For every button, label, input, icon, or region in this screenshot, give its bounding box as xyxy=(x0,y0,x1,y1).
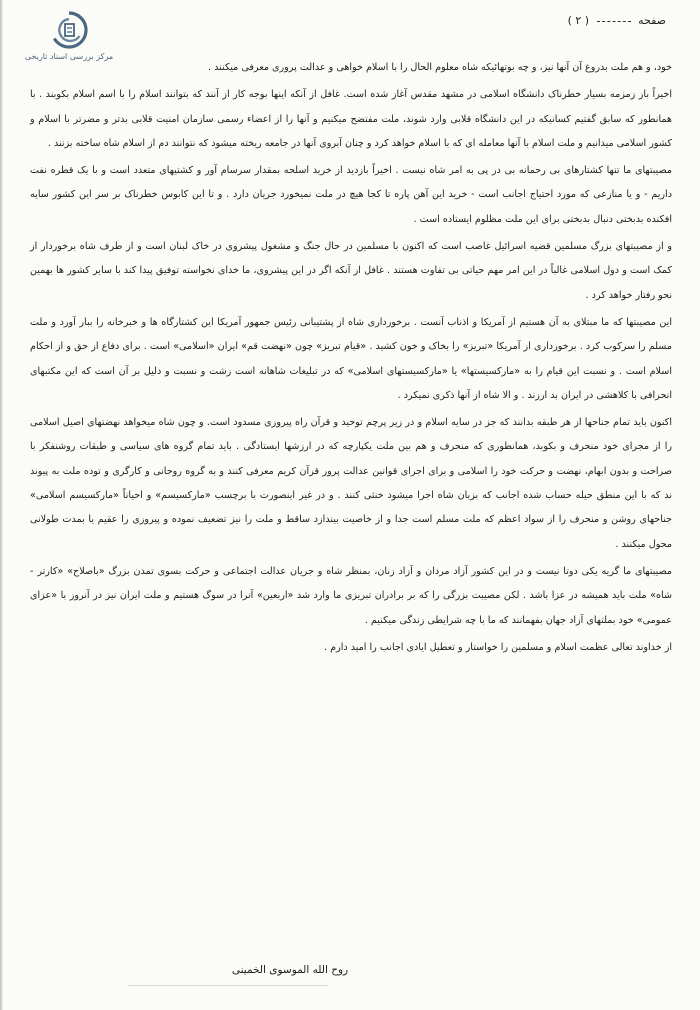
paragraph: اکنون باید تمام جناحها از هر طبقه بدانند که جز در سایه اسلام و در زیر پرچم توحید و قرآن راه پیروزی مسدود است. و چون شاه میخواهد نهضتهای اصیل اسلامی را از مجرای خود منحرف و بکوبد، همانطوری که منحرف و هم بین ملت یکپارچه که در ارزشها ایستادگی . باید تمام گروه های سیاسی و طبقات روشنفکر با صراحت و بدون ابهام، نهضت و حرکت خود را اسلامی و برای اجرای قوانین عدالت پرور قرآن کریم معرفی کنند و به گروه روحانی و کارگری و توده ملت به پیوند ند که با این منطق حیله حساب شده اجانب که بزبان شاه اجرا میشود خنثی کنند . و در غیر اینصورت با برچسب «مارکسیسم» و احیاناً «مارکسیسم اسلامی» جناحهای روشن و منحرف را از سواد اعظم که ملت مسلم است جدا و از خاصیت بیندازد ساقط و ملت را نیز تضعیف نموده و پیروزی را عقیم یا بمدت طولانی محول میکنند . xyxy=(30,417,672,550)
page-header-label: صفحه xyxy=(638,14,666,27)
paragraph: از خداوند تعالی عظمت اسلام و مسلمین را خواستار و تعطیل ایادی اجانب را امید دارم . xyxy=(324,641,672,653)
paragraph: این مصیبتها که ما مبتلای به آن هستیم از آمریکا و اذناب آنست . برخورداری شاه از پشتیبانی رئیس جمهور آمریکا این کشتارگاه ها و خبرخانه را ببار آورد و ملت مسلم را سرکوب کرد . برخورداری از آمریکا «تبریز» را بخاک و خون کشید . «قیام تبریز» چون «نهضت قم» ایران «اسلامی» است . برای دفاع از حق و از احکام اسلام است . و نسبت این قیام را به «مارکسیستها» یا «مارکسیستهای اسلامی» که در تبلیغات شاهانه است زشت و نسبت و دلیل بر آن است که این مکتبهای انحرافی با کلاهشی در ایران بد ارزند . و الا شاه از آنها ذکری نمیکرد . xyxy=(30,316,672,401)
header-dash xyxy=(597,21,631,22)
paragraph: مصیبتهای ما گریه یکی دوتا نیست و در این کشور آزاد مردان و آزاد زنان، بمنظر شاه و جریان عدالت اجتماعی و حرکت بسوی تمدن بزرگ «باصلاح» «کارتر - شاه» ملت باید همیشه در عزا باشد . لکن مصیبت بزرگی را که بر برادران تبریزی ما وارد شد «اربعین» آنرا در سوگ هستیم و ملت ایران نیز در آنروز با «عزای عمومی» خود بملتهای آزاد جهان بفهمانند که ما با چه شرایطی زندگی میکنیم . xyxy=(30,565,672,626)
paragraph: خود، و هم ملت بدروغ آن آنها نیز، و چه بوتهائیکه شاه معلوم الحال را با اسلام خواهی و عدالت پروری معرفی میکنند . xyxy=(208,62,672,73)
paragraph: مصیبتهای ما تنها کشتارهای بی رحمانه بی در پی به امر شاه نیست . اخیراً بازدید از خرید اسلحه بمقدار سرسام آور و کشتیهای متعدد است و با یک قطره نفت داریم - و یا منازعی که مورد احتیاج اجانب است - خرید این آهن پاره تا کجا هیچ در ملت نمیخورد جریان دارد . و تا این کابوس خطرناک بر سر این کشور سایه افکنده بدبختی دنبال بدبختی برای این ملت مظلوم ایستاده است . xyxy=(30,165,672,225)
paragraph: اخیراً باز زمزمه بسیار خطرناک دانشگاه اسلامی در مشهد مقدس آغاز شده است. غافل از آنکه اینها بوجه کار از آنند که بتوانند اسلام را با اسم اسلام بکوبند . با همانطور که سابق گفتیم کسانیکه در این دانشگاه قلابی وارد شوند، ملت مفتضح میکنیم و آنها را از اعضاء رسمی سازمان امنیت قلابی بدتر و مضرتر با اسلام و کشور اسلامی میدانیم و ملت اسلام با آنها معامله ای که با اسلام خواهد کرد و چنان آبروی آنها در جامعه ریخته میشود که نتوانند دم از اسلام شاه ساخته بزنند . xyxy=(30,89,672,149)
signature: روح الله الموسوی الخمینی xyxy=(231,964,349,976)
letter-body xyxy=(30,56,672,660)
archive-logo-icon xyxy=(46,10,92,50)
archive-logo-caption: مرکز بررسی اسناد تاریخی xyxy=(24,52,114,61)
page-number: ( ۲ ) xyxy=(567,14,590,27)
paragraph: و از مصیبتهای بزرگ مسلمین قضیه اسرائیل غاصب است که اکنون با مسلمین در حال جنگ و مشغول پیشروی در خاک لبنان است و از طرف شاه برخوردار از کمک است و دول اسلامی غالباً در این امر مهم حیاتی بی تفاوت هستند . غافل از آنکه اگر در این پیشروی، ما خدای نخواسته توفیق پیدا کند با سایر کشور ها بهمین نحو رفتار خواهد کرد . xyxy=(30,241,672,301)
scan-edge-shadow xyxy=(0,0,3,1010)
page-header xyxy=(568,14,666,27)
signature-underline xyxy=(128,985,328,986)
